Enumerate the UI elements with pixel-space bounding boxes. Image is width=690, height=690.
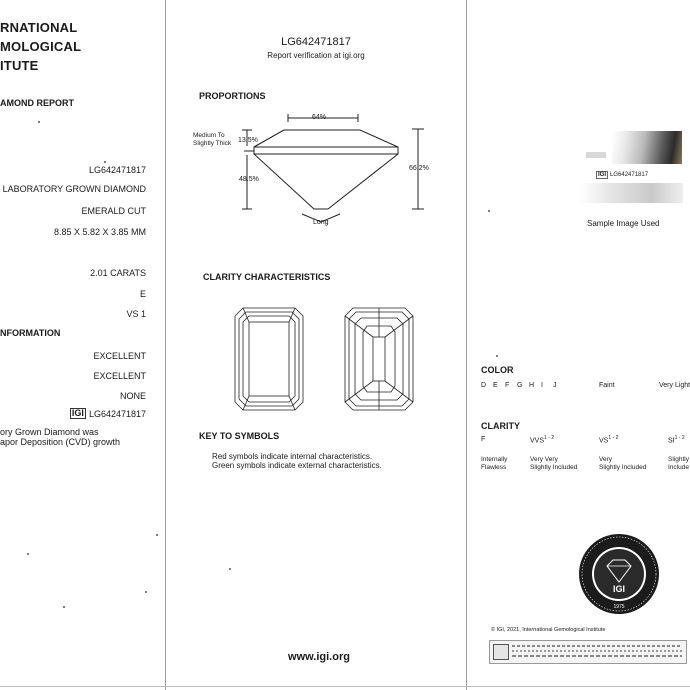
girdle-image <box>579 183 683 203</box>
verification-note: Report verification at igi.org <box>267 51 365 60</box>
clarity-desc-line: Very Very <box>530 456 558 463</box>
clarity-desc-line: Very <box>599 456 613 463</box>
clarity-desc-line: Slightly <box>668 456 689 463</box>
institute-line: RNATIONAL <box>0 20 78 35</box>
institute-line: MOLOGICAL <box>0 39 82 54</box>
color-scale-heading: COLOR <box>481 365 514 375</box>
copyright-line: © IGI, 2021, International Gemological Institute <box>491 627 606 633</box>
bottom-edge <box>0 686 690 687</box>
clarity-code: VVS <box>530 437 545 445</box>
crown-percent: 13.5% <box>238 137 258 144</box>
color-grade-letter: D <box>481 382 487 389</box>
color-grade: E <box>139 289 146 299</box>
proportions-heading: PROPORTIONS <box>199 91 266 101</box>
color-grade-letter: J <box>553 382 557 389</box>
key-to-symbols-heading: KEY TO SYMBOLS <box>199 431 280 441</box>
image-inscription <box>596 171 648 179</box>
scan-speck <box>104 161 106 163</box>
institute-name <box>0 18 81 75</box>
panel-divider <box>466 0 467 690</box>
image-inscription-text: LG642471817 <box>610 172 649 178</box>
color-grade-letter: G <box>517 382 523 389</box>
color-scale <box>481 382 565 389</box>
hologram-icon <box>493 644 509 660</box>
crown-plot-diagram <box>233 307 305 411</box>
color-very-light-label: Very Light <box>659 382 690 389</box>
scan-speck <box>145 591 147 593</box>
igi-logo-icon: IGI <box>71 408 84 418</box>
key-line: Green symbols indicate external characteristics. <box>212 461 382 470</box>
scan-speck <box>27 553 29 555</box>
measurements: 8.85 X 5.82 X 3.85 MM <box>53 227 146 237</box>
clarity-grade: VS 1 <box>126 309 146 319</box>
institute-line: ITUTE <box>0 58 39 73</box>
color-grade-letter: E <box>493 382 498 389</box>
girdle-label: Slightly Thick <box>193 140 232 147</box>
pavilion-percent: 48.5% <box>239 176 259 183</box>
clarity-grade-vvs <box>530 435 554 444</box>
security-strip <box>489 640 687 664</box>
additional-info-heading: NFORMATION <box>0 328 61 338</box>
scan-speck <box>38 121 40 123</box>
depth-percent: 66.2% <box>409 165 429 172</box>
scan-speck <box>488 210 490 212</box>
symmetry: EXCELLENT <box>93 371 146 381</box>
clarity-desc <box>481 456 507 472</box>
clarity-grade-si <box>668 435 685 444</box>
svg-text:IGI: IGI <box>612 584 626 594</box>
clarity-scale-heading: CLARITY <box>481 421 520 431</box>
clarity-sup: 1 - 2 <box>674 435 685 441</box>
inscription <box>70 408 146 419</box>
clarity-desc-line: Include <box>668 464 689 471</box>
image-fragment <box>586 152 606 158</box>
color-grade-letter: F <box>505 382 510 389</box>
clarity-desc <box>599 456 646 472</box>
clarity-desc-line: Flawless <box>481 464 507 471</box>
description: LABORATORY GROWN DIAMOND <box>2 184 146 194</box>
shape: EMERALD CUT <box>81 206 146 216</box>
clarity-code: VS <box>599 437 609 445</box>
clarity-code: F <box>481 436 486 443</box>
scan-speck <box>156 534 158 536</box>
igi-seal-icon <box>577 532 661 616</box>
clarity-grade-vs <box>599 435 618 444</box>
clarity-grade-f <box>481 436 485 443</box>
scan-speck <box>496 355 498 357</box>
clarity-desc-line: Slightly Included <box>599 464 647 471</box>
comment-line: apor Deposition (CVD) growth <box>0 437 121 447</box>
report-title: AMOND REPORT <box>0 98 74 108</box>
seal-year: 1975 <box>613 604 625 610</box>
clarity-code: SI <box>668 437 675 445</box>
clarity-desc <box>668 456 689 472</box>
clarity-desc <box>530 456 577 472</box>
girdle-label: Medium To <box>193 132 225 139</box>
proportions-diagram <box>190 110 440 235</box>
key-line: Red symbols indicate internal characteristics. <box>212 452 373 461</box>
panel-divider <box>165 0 166 690</box>
clarity-desc-line: Internally <box>481 456 508 463</box>
carat-weight: 2.01 CARATS <box>90 268 146 278</box>
color-faint-label: Faint <box>599 382 615 389</box>
clarity-sup: 1 - 2 <box>544 435 555 441</box>
scan-speck <box>63 606 65 608</box>
inscription-text: LG642471817 <box>88 408 146 419</box>
clarity-characteristics-heading: CLARITY CHARACTERISTICS <box>203 272 331 282</box>
diamond-image <box>612 131 682 164</box>
report-number: LG642471817 <box>88 165 146 175</box>
website-link[interactable]: www.igi.org <box>288 651 350 663</box>
fluorescence: NONE <box>119 391 146 401</box>
clarity-sup: 1 - 2 <box>608 435 619 441</box>
color-grade-letter: I <box>541 382 543 389</box>
comment-line: ory Grown Diamond was <box>0 427 99 437</box>
clarity-desc-line: Slightly Included <box>530 464 578 471</box>
scan-speck <box>229 568 231 570</box>
table-percent: 64% <box>312 114 327 121</box>
pavilion-plot-diagram <box>343 307 415 411</box>
polish: EXCELLENT <box>93 351 146 361</box>
culet-size: Long <box>313 219 329 226</box>
sample-caption: Sample Image Used <box>587 219 660 228</box>
igi-logo-icon: IGI <box>598 172 607 178</box>
color-grade-letter: H <box>529 382 535 389</box>
report-number-header: LG642471817 <box>281 36 351 48</box>
